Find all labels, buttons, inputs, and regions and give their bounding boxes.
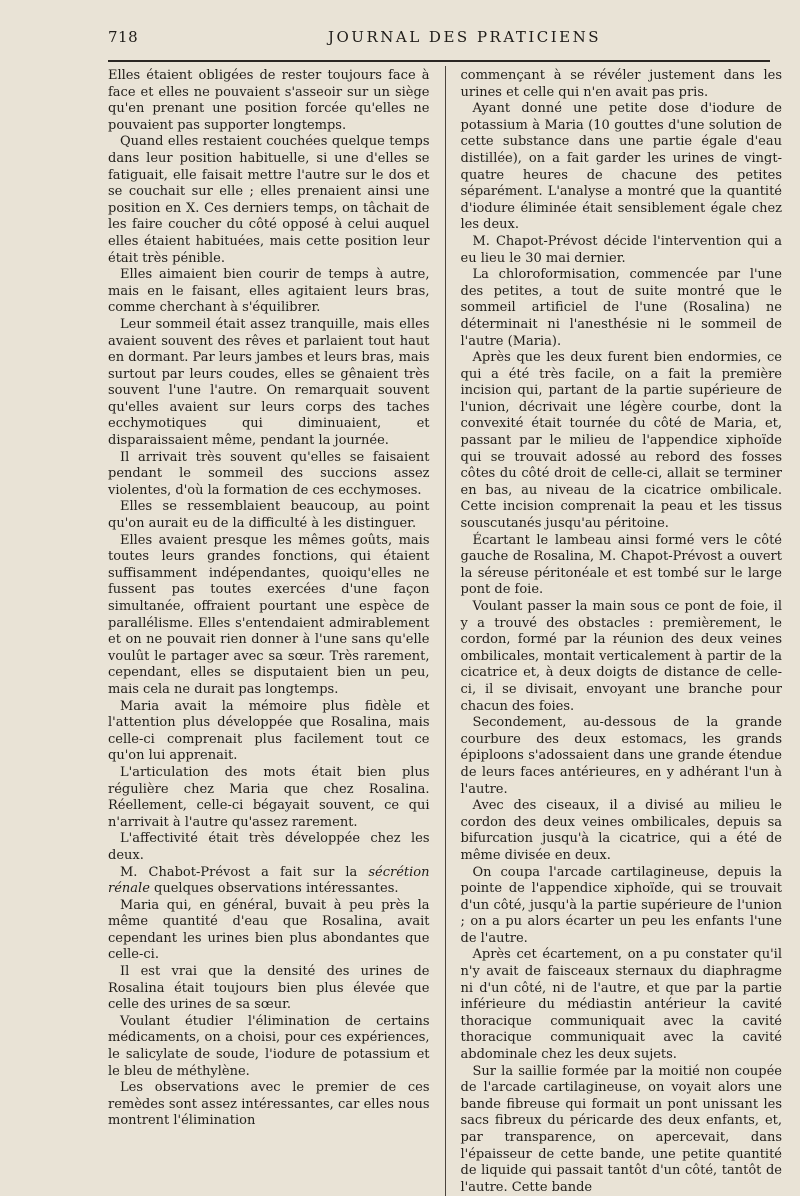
journal-title: JOURNAL DES PRATICIENS — [328, 28, 602, 46]
left-column — [108, 68, 430, 1196]
paragraph: La chloroformisation, commencée par l'une des petites, a tout de suite montré que le sommeil artificiel de l'une (Rosalina) ne déterminait ni l'anesthésie ni le sommeil de l'autre (Maria). — [460, 267, 782, 349]
paragraph: Sur la saillie formée par la moitié non coupée de l'arcade cartilagineuse, on voyait alors une bande fibreuse qui formait un pont unissant les sacs fibreux du péricarde des deux enfants, et, par transparence, on apercevait, dans l'épaisseur de cette bande, une petite quantité de liquide qui passait tantôt d'un côté, tantôt de l'autre. Cette bande — [460, 1063, 782, 1195]
paragraph: Leur sommeil était assez tranquille, mais elles avaient souvent des rêves et parlaient tout haut en dormant. Par leurs jambes et leurs bras, mais surtout par leurs coudes, elles se gênaient très souvent l'une l'autre. On remarquait souvent qu'elles avaient sur leurs corps des taches ecchymotiques qui diminuaient, et disparaissaient même, pendant la journée. — [108, 316, 430, 449]
page-header — [108, 28, 770, 52]
paragraph: Maria avait la mémoire plus fidèle et l'attention plus développée que Rosalina, mais celle-ci comprenait plus facilement tout ce qu'on lui apprenait. — [108, 698, 430, 764]
paragraph: L'articulation des mots était bien plus régulière chez Maria que chez Rosalina. Réellement, celle-ci bégayait souvent, ce qui n'arrivait à l'autre qu'assez rarement. — [108, 764, 430, 830]
text-columns — [108, 68, 782, 1196]
paragraph: Secondement, au-dessous de la grande courbure des deux estomacs, les grands épiploons s'adossaient dans une grande étendue de leurs faces antérieures, en y adhérant l'un à l'autre. — [460, 715, 782, 797]
paragraph-text: quelques observations intéressantes. — [149, 881, 399, 897]
right-column — [461, 68, 783, 1196]
page-number: 718 — [108, 28, 139, 46]
paragraph: Les observations avec le premier de ces remèdes sont assez intéressantes, car elles nous montrent l'élimination — [108, 1080, 430, 1129]
paragraph: Elles étaient obligées de rester toujours face à face et elles ne pouvaient s'asseoir sur un siège qu'en prenant une position forcée qu'elles ne pouvaient pas supporter longtemps. — [108, 68, 430, 133]
paragraph: Avec des ciseaux, il a divisé au milieu le cordon des deux veines ombilicales, depuis sa bifurcation jusqu'à la cicatrice, qui a été de même divisée en deux. — [460, 798, 782, 863]
header-rule — [108, 60, 770, 62]
paragraph: L'affectivité était très développée chez les deux. — [108, 831, 430, 863]
paragraph: Après que les deux furent bien endormies, ce qui a été très facile, on a fait la première incision qui, partant de la partie supérieure de l'union, décrivait une légère courbe, dont la convexité était tournée du côté de Maria, et, passant par le milieu de l'appendice xiphoïde qui se trouvait adossé au rebord des fosses côtes du côté droit de celle-ci, allait se terminer en bas, au niveau de la cicatrice ombilicale. Cette incision comprenait la peau et les tissus souscutanés jusqu'au péritoine. — [460, 350, 782, 532]
paragraph: Quand elles restaient couchées quelque temps dans leur position habituelle, si une d'elles se fatiguait, elle faisait mettre l'autre sur le dos et se couchait sur elle ; elles prenaient ainsi une position en X. Ces derniers temps, on tâchait de les faire coucher du côté opposé à celui auquel elles étaient habituées, mais cette position leur était très pénible. — [108, 134, 430, 266]
paragraph: On coupa l'arcade cartilagineuse, depuis la pointe de l'appendice xiphoïde, qui se trouvait d'un côté, jusqu'à la partie supérieure de l'union ; on a pu alors écarter un peu les enfants l'une de l'autre. — [460, 864, 782, 946]
paragraph: Voulant passer la main sous ce pont de foie, il y a trouvé des obstacles : premièrement, le cordon, formé par la réunion des deux veines ombilicales, montait verticalement à partir de la cicatrice et, à deux doigts de distance de celle-ci, il se divisait, envoyant une branche pour chacun des foies. — [460, 599, 782, 714]
paragraph: Écartant le lambeau ainsi formé vers le côté gauche de Rosalina, M. Chapot-Prévost a ouvert la séreuse péritonéale et est tombé sur le large pont de foie. — [460, 532, 782, 598]
column-divider — [445, 66, 446, 1196]
paragraph: Il est vrai que la densité des urines de Rosalina était toujours bien plus élevée que celle des urines de sa sœur. — [108, 964, 430, 1013]
paragraph: Elles aimaient bien courir de temps à autre, mais en le faisant, elles agitaient leurs bras, comme cherchant à s'équilibrer. — [108, 267, 430, 316]
paragraph-text: M. Chabot-Prévost a fait sur la — [120, 864, 369, 880]
paragraph — [108, 865, 430, 898]
paragraph: Elles se ressemblaient beaucoup, au point qu'on aurait eu de la difficulté à les distinguer. — [108, 499, 430, 532]
paragraph: Après cet écartement, on a pu constater qu'il n'y avait de faisceaux sternaux du diaphragme ni d'un côté, ni de l'autre, et que par la partie inférieure du médiastin antérieur la cavité thoracique communiquait avec la cavité thoracique communiquait avec la cavité abdominale chez les deux sujets. — [460, 947, 782, 1063]
paragraph: Voulant étudier l'élimination de certains médicaments, on a choisi, pour ces expériences, le salicylate de soude, l'iodure de potassium et le bleu de méthylène. — [108, 1013, 430, 1079]
paragraph: Il arrivait très souvent qu'elles se faisaient pendant le sommeil des succions assez violentes, d'où la formation de ces ecchymoses. — [108, 449, 430, 498]
paragraph: M. Chapot-Prévost décide l'intervention qui a eu lieu le 30 mai dernier. — [460, 233, 782, 266]
paragraph: Maria qui, en général, buvait à peu près la même quantité d'eau que Rosalina, avait cependant les urines bien plus abondantes que celle-ci. — [108, 897, 430, 963]
paragraph: Ayant donné une petite dose d'iodure de potassium à Maria (10 gouttes d'une solution de cette substance dans une partie égale d'eau distillée), on a fait garder les urines de vingt-quatre heures de chacune des petites séparément. L'analyse a montré que la quantité d'iodure éliminée était sensiblement égale chez les deux. — [460, 101, 782, 233]
paragraph: commençant à se révéler justement dans les urines et celle qui n'en avait pas pris. — [460, 68, 782, 100]
paragraph: Elles avaient presque les mêmes goûts, mais toutes leurs grandes fonctions, qui étaient suffisamment indépendantes, quoiqu'elles ne fussent pas toutes exercées d'une façon simultanée, offraient pourtant une espèce de parallélisme. Elles s'entendaient admirablement et on ne pouvait rien donner à l'une sans qu'elle voulût le partager avec sa sœur. Très rarement, cependant, elles se disputaient bien un peu, mais cela ne durait pas longtemps. — [108, 532, 430, 697]
emphasized-text: sécrétion rénale — [108, 864, 430, 897]
